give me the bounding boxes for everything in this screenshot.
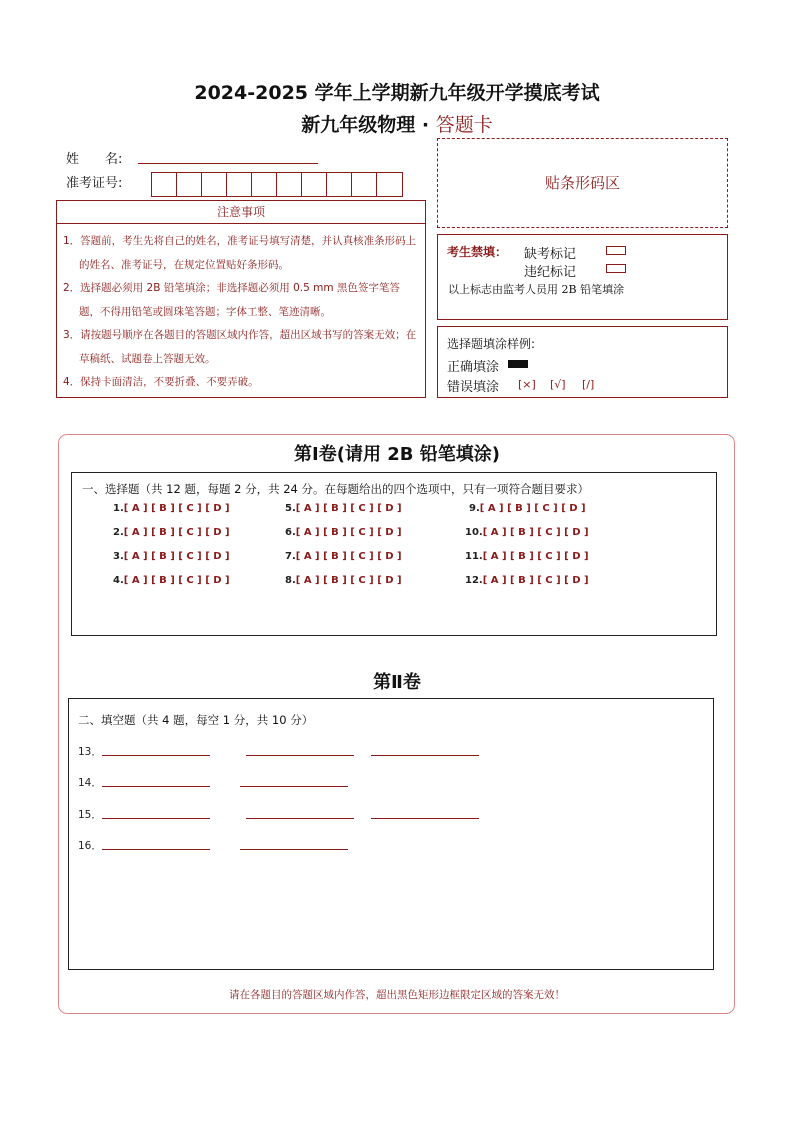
answer-options[interactable]: [ A ] [ B ] [ C ] [ D ] [123,551,230,562]
mc-question[interactable] [113,503,230,514]
question-number: 7. [285,551,296,562]
question-number: 9. [469,503,480,514]
fb-instruction: 二、填空题（共 4 题，每空 1 分，共 10 分） [78,713,314,727]
answer-options[interactable]: [ A ] [ B ] [ C ] [ D ] [123,527,230,538]
violation-mark-label: 违纪标记 [524,265,577,280]
mc-question[interactable] [285,575,402,586]
answer-blank[interactable] [371,818,479,819]
answer-options[interactable]: [ A ] [ B ] [ C ] [ D ] [123,503,230,514]
question-number: 3. [113,551,124,562]
answer-options[interactable]: [ A ] [ B ] [ C ] [ D ] [123,575,230,586]
answer-options[interactable]: [ A ] [ B ] [ C ] [ D ] [295,551,402,562]
mc-question[interactable] [465,527,589,538]
mc-question[interactable] [113,575,230,586]
answer-blank[interactable] [102,786,210,787]
question-number: 2. [113,527,124,538]
question-number: 11. [465,551,483,562]
mc-question[interactable] [285,527,402,538]
fb-question-number: 16． [78,840,102,852]
question-number: 10. [465,527,483,538]
card-label: 答题卡 [435,114,493,136]
id-digit-box[interactable] [227,173,252,196]
forbid-label: 考生禁填： [447,245,508,259]
id-digit-box[interactable] [277,173,302,196]
answer-blank[interactable] [246,755,354,756]
barcode-area: 贴条形码区 [437,138,728,228]
mc-question[interactable] [465,551,589,562]
question-number: 5. [285,503,296,514]
mc-question[interactable] [469,503,586,514]
fb-question-number: 14． [78,777,102,789]
answer-blank[interactable] [102,849,210,850]
name-field[interactable] [138,162,318,164]
notice-item: 2．选择题必须用 2B 铅笔填涂；非选择题必须用 0.5 mm 黑色签字笔答题，不得用铅笔或圆珠笔答题；字体工整、笔迹清晰。 [63,282,400,318]
mc-question[interactable] [113,527,230,538]
question-number: 1. [113,503,124,514]
id-digit-box[interactable] [377,173,402,196]
answer-options[interactable]: [ A ] [ B ] [ C ] [ D ] [479,503,586,514]
forbid-note: 以上标志由监考人员用 2B 铅笔填涂 [448,283,625,296]
answer-blank[interactable] [102,755,210,756]
wrong-mark-slash: [/] [582,378,595,391]
footer-warning: 请在各题目的答题区域内作答，超出黑色矩形边框限定区域的答案无效！ [229,989,565,1001]
sample-heading: 选择题填涂样例: [447,337,536,351]
filled-mark-sample [508,360,528,368]
answer-options[interactable]: [ A ] [ B ] [ C ] [ D ] [295,575,402,586]
proctor-box [437,234,728,320]
answer-options[interactable]: [ A ] [ B ] [ C ] [ D ] [482,527,589,538]
answer-options[interactable]: [ A ] [ B ] [ C ] [ D ] [482,551,589,562]
id-digit-box[interactable] [177,173,202,196]
id-digit-box[interactable] [252,173,277,196]
answer-blank[interactable] [240,786,348,787]
notice-item: 4．保持卡面清洁，不要折叠、不要弄破。 [63,376,259,388]
wrong-mark-check: [√] [550,378,566,391]
id-digit-box[interactable] [352,173,377,196]
answer-blank[interactable] [371,755,479,756]
notice-item: 1．答题前，考生先将自己的姓名，准考证号填写清楚，并认真核准条形码上的姓名、准考证号，在规定位置贴好条形码。 [63,235,417,271]
id-digit-box[interactable] [152,173,177,196]
wrong-mark-cross: [×] [518,378,536,391]
answer-blank[interactable] [240,849,348,850]
mc-instruction: 一、选择题（共 12 题，每题 2 分，共 24 分。在每题给出的四个选项中，只有一项符合题目要求） [82,482,590,496]
id-digit-box[interactable] [302,173,327,196]
subject-name: 新九年级物理 · [301,114,436,136]
subject-title [0,110,794,137]
exam-title: 2024-2025 学年上学期新九年级开学摸底考试 [194,82,600,104]
name-label: 姓 名: [66,152,123,167]
question-number: 6. [285,527,296,538]
mc-question[interactable] [285,551,402,562]
id-number-boxes[interactable] [151,172,403,197]
notice-box [56,200,426,398]
notice-heading: 注意事项 [57,201,425,224]
id-label: 准考证号: [66,176,123,191]
fb-question-number: 13． [78,746,102,758]
notice-item: 3．请按题号顺序在各题目的答题区域内作答，超出区域书写的答案无效；在草稿纸、试题卷上答题无效。 [63,329,417,365]
answer-options[interactable]: [ A ] [ B ] [ C ] [ D ] [482,575,589,586]
fill-blank-section [68,698,714,970]
fb-question-number: 15． [78,809,102,821]
sample-wrong-label: 错误填涂 [447,380,500,395]
mc-question[interactable] [285,503,402,514]
question-number: 4. [113,575,124,586]
sample-correct-label: 正确填涂 [447,360,500,375]
fill-sample-box [437,326,728,398]
violation-mark-box[interactable] [606,264,626,273]
answer-blank[interactable] [102,818,210,819]
absent-mark-box[interactable] [606,246,626,255]
answer-options[interactable]: [ A ] [ B ] [ C ] [ D ] [295,527,402,538]
absent-mark-label: 缺考标记 [524,247,577,262]
id-digit-box[interactable] [327,173,352,196]
answer-options[interactable]: [ A ] [ B ] [ C ] [ D ] [295,503,402,514]
question-number: 8. [285,575,296,586]
part1-title: 第Ⅰ卷(请用 2B 铅笔填涂) [294,444,500,465]
id-digit-box[interactable] [202,173,227,196]
question-number: 12. [465,575,483,586]
mc-question[interactable] [465,575,589,586]
part2-title: 第Ⅱ卷 [373,672,421,693]
mc-question[interactable] [113,551,230,562]
answer-blank[interactable] [246,818,354,819]
